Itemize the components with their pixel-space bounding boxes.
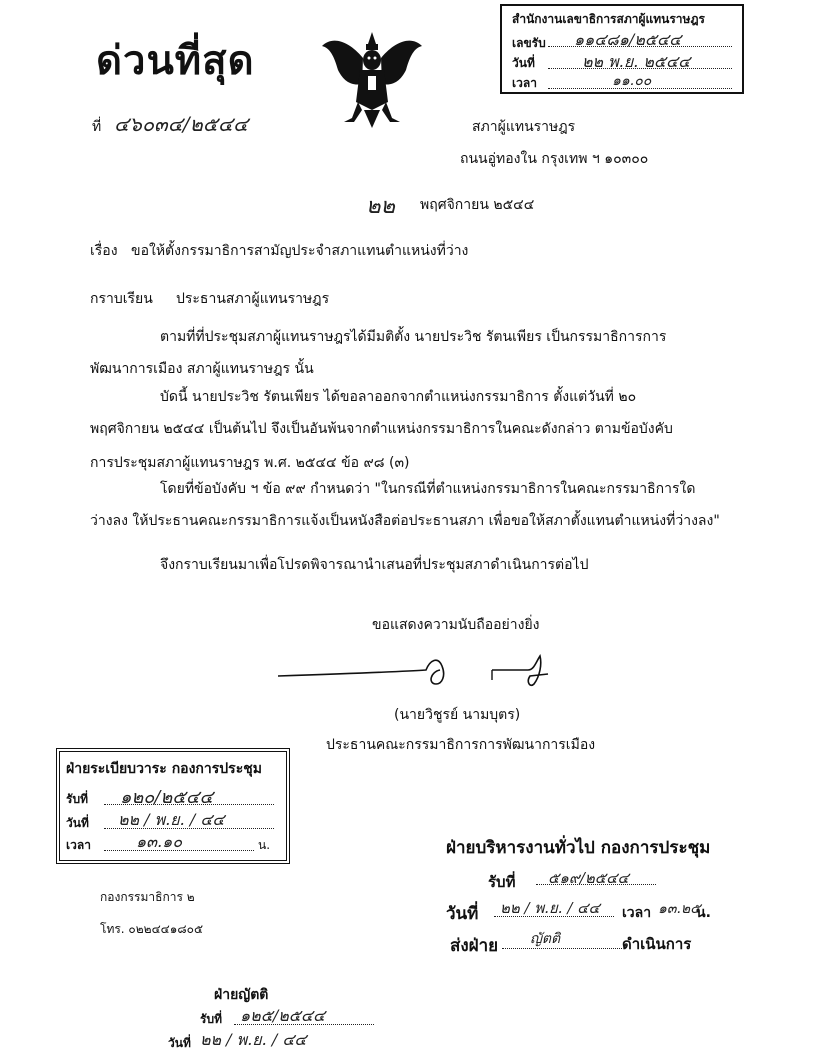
stamp-registry-time-value: ๑๓.๑๐ <box>136 832 183 851</box>
stamp-general-time-value: ๑๓.๒๕ <box>658 901 701 917</box>
signature <box>278 650 568 692</box>
body-line: การประชุมสภาผู้แทนราษฎร พ.ศ. ๒๕๔๔ ข้อ ๙๘ (๓) <box>90 455 410 471</box>
body-line: บัดนี้ นายประวิช รัตนเพียร ได้ขอลาออกจากตำแหน่งกรรมาธิการ ตั้งแต่วันที่ ๒๐ <box>160 389 637 405</box>
date-month-year: พฤศจิกายน ๒๕๔๔ <box>420 197 535 213</box>
reference-label: ที่ <box>92 119 102 135</box>
closing-regards: ขอแสดงความนับถืออย่างยิ่ง <box>372 617 540 633</box>
body-line: พัฒนาการเมือง สภาผู้แทนราษฎร นั้น <box>90 361 314 377</box>
stamp-general-date-label: วันที่ <box>446 904 479 924</box>
signer-name: (นายวิชูรย์ นามบุตร) <box>394 707 521 723</box>
receive-stamp-top <box>500 4 744 94</box>
stamp-office: สำนักงานเลขาธิการสภาผู้แทนราษฎร <box>512 12 705 26</box>
stamp-registry-number-label: รับที่ <box>66 792 88 806</box>
stamp-motion-title: ฝ่ายญัตติ <box>214 987 269 1003</box>
body-line: พฤศจิกายน ๒๕๔๔ เป็นต้นไป จึงเป็นอันพ้นจากตำแหน่งกรรมาธิการในคณะดังกล่าว ตามข้อบังคับ <box>90 421 673 437</box>
signer-title: ประธานคณะกรรมาธิการการพัฒนาการเมือง <box>326 737 596 753</box>
salutation-text: ประธานสภาผู้แทนราษฎร <box>176 291 330 307</box>
stamp-general-to-label: ส่งฝ่าย <box>450 936 499 956</box>
stamp-motion <box>160 984 400 1054</box>
stamp-general-title: ฝ่ายบริหารงานทั่วไป กองการประชุม <box>446 838 711 858</box>
urgency-mark: ด่วนที่สุด <box>96 38 255 84</box>
subject-text: ขอให้ตั้งกรรมาธิการสามัญประจำสภาแทนตำแหน่งที่ว่าง <box>131 243 469 259</box>
salutation-label: กราบเรียน <box>90 291 153 307</box>
stamp-registry-title: ฝ่ายระเบียบวาระ กองการประชุม <box>66 761 262 777</box>
dotted-line <box>502 948 622 949</box>
stamp-time-value: ๑๑.๐๐ <box>612 73 652 89</box>
stamp-date-label: วันที่ <box>512 56 535 70</box>
stamp-general-action: ดำเนินการ <box>622 935 692 953</box>
stamp-general-number-label: รับที่ <box>488 873 516 891</box>
body-line: โดยที่ข้อบังคับ ฯ ข้อ ๙๙ กำหนดว่า "ในกรณีที่ตำแหน่งกรรมาธิการในคณะกรรมาธิการใด <box>160 481 696 497</box>
stamp-registry-number-value: ๑๒๐/๒๕๔๔ <box>120 787 214 808</box>
stamp-general-date-value: ๒๒ / พ.ย. / ๔๔ <box>500 899 600 917</box>
body-line: จึงกราบเรียนมาเพื่อโปรดพิจารณานำเสนอที่ประชุมสภาดำเนินการต่อไป <box>160 557 589 573</box>
stamp-general-time-unit: น. <box>696 905 711 921</box>
stamp-registry <box>56 748 290 864</box>
stamp-motion-number-label: รับที่ <box>200 1012 222 1026</box>
stamp-registry-date-value: ๒๒ / พ.ย. / ๔๔ <box>118 810 225 829</box>
stamp-motion-number-value: ๑๒๕/๒๕๔๔ <box>240 1006 326 1025</box>
stamp-general-to-value: ญัตติ <box>530 931 561 947</box>
stamp-time-label: เวลา <box>512 76 537 90</box>
stamp-date-value: ๒๒ พ.ย. ๒๕๔๔ <box>582 52 691 71</box>
footer-dept: กองกรรมาธิการ ๒ <box>100 890 195 904</box>
stamp-general-number-value: ๕๑๙/๒๕๔๔ <box>548 869 629 887</box>
stamp-registry-time-label: เวลา <box>66 838 91 852</box>
footer-phone: โทร. ๐๒๒๔๔๑๘๐๕ <box>100 922 204 936</box>
garuda-emblem <box>318 30 426 130</box>
stamp-registry-date-label: วันที่ <box>66 816 89 830</box>
stamp-motion-date-label: วันที่ <box>168 1036 191 1050</box>
stamp-motion-date-value: ๒๒ / พ.ย. / ๔๔ <box>200 1030 307 1049</box>
stamp-general <box>446 834 746 954</box>
reference-number: ๔๖๐๓๔/๒๕๔๔ <box>114 112 249 136</box>
date-day: ๒๒ <box>366 194 396 219</box>
stamp-number-value: ๑๑๔๘๑/๒๕๔๔ <box>574 30 682 49</box>
body-line: ว่างลง ให้ประธานคณะกรรมาธิการแจ้งเป็นหนังสือต่อประธานสภา เพื่อขอให้สภาตั้งแทนตำแหน่งที่ว่างลง" <box>90 513 720 529</box>
stamp-general-time-label: เวลา <box>622 905 652 921</box>
stamp-number-label: เลขรับ <box>512 36 546 50</box>
stamp-registry-time-unit: น. <box>258 838 271 852</box>
body-line: ตามที่ที่ประชุมสภาผู้แทนราษฎรได้มีมติตั้ง นายประวิช รัตนเพียร เป็นกรรมาธิการการ <box>160 329 667 345</box>
org-address: ถนนอู่ทองใน กรุงเทพ ฯ ๑๐๓๐๐ <box>460 151 649 167</box>
org-name: สภาผู้แทนราษฎร <box>472 119 576 135</box>
subject-label: เรื่อง <box>90 243 118 259</box>
